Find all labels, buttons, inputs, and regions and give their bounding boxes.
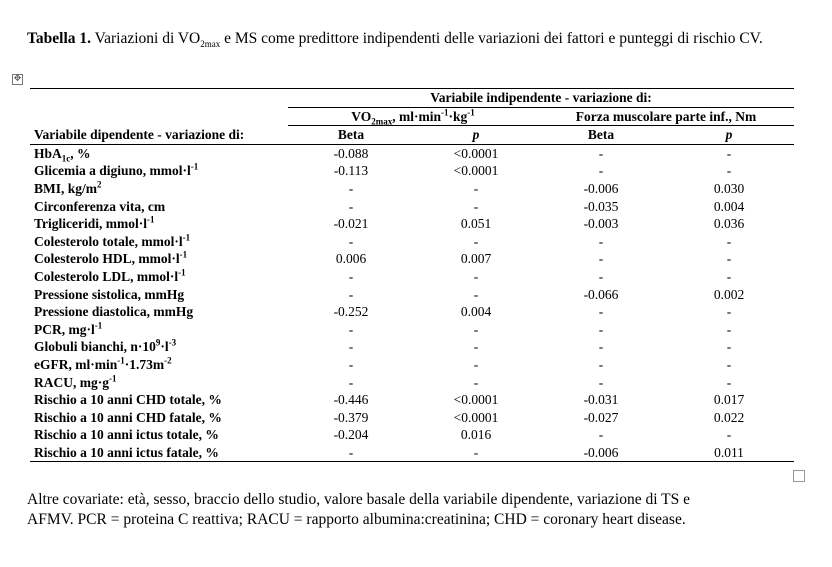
vo2-beta-header: Beta — [288, 126, 414, 145]
cell-vo-beta: 0.006 — [335, 251, 367, 267]
row-label: Colesterolo HDL, $mmol\cdot l^{-1}$ — [34, 249, 188, 267]
ms-header: Forza muscolare parte inf., Nm — [538, 107, 794, 126]
group-header: Variabile indipendente - variazione di: — [288, 89, 794, 107]
table-row — [30, 426, 794, 444]
table-row — [30, 444, 794, 462]
cell-vo-beta: - — [348, 268, 354, 284]
ms-p-header: p — [664, 126, 794, 145]
caption-text-after: e MS come predittore indipendenti delle variazioni dei fattori e punteggi di rischio CV. — [220, 30, 763, 47]
table-row — [30, 250, 794, 268]
caption-text-before: Variazioni di VO — [91, 30, 201, 47]
cell-ms-p: 0.017 — [713, 392, 745, 408]
cell-ms-p: - — [726, 339, 732, 355]
table-caption — [27, 29, 787, 48]
cell-vo-p: - — [414, 444, 538, 462]
table-row — [30, 162, 794, 180]
table-row — [30, 144, 794, 162]
cell-ms-beta: - — [598, 374, 604, 390]
cell-vo-beta: - — [348, 339, 354, 355]
row-label: PCR, $mg\cdot l^{-1}$ — [34, 320, 103, 337]
cell-vo-p: - — [473, 233, 479, 249]
cell-vo-p: <0.0001 — [453, 145, 499, 161]
row-label: Pressione diastolica, mmHg — [34, 304, 194, 320]
table-row — [30, 286, 794, 304]
table-row — [30, 409, 794, 427]
cell-vo-beta: - — [348, 374, 354, 390]
cell-vo-beta: - — [348, 180, 354, 196]
table-row — [30, 338, 794, 356]
row-label: Rischio a 10 anni CHD totale, % — [34, 392, 222, 408]
footnote-line-1: Altre covariate: età, sesso, braccio dello studio, valore basale della variabile dipendente, variazione di TS e — [27, 491, 690, 508]
cell-vo-beta: - — [348, 233, 354, 249]
cell-vo-p: - — [473, 339, 479, 355]
row-label: Rischio a 10 anni ictus totale, % — [34, 427, 219, 443]
cell-vo-p: - — [473, 321, 479, 337]
cell-vo-beta: -0.088 — [333, 145, 369, 161]
cell-ms-beta: -0.031 — [583, 392, 619, 408]
cell-vo-p: - — [473, 286, 479, 302]
table-row — [30, 268, 794, 286]
cell-vo-p: - — [473, 356, 479, 372]
vo2-p-header: p — [414, 126, 538, 145]
table-move-icon[interactable]: ✥ — [13, 74, 22, 84]
cell-ms-p: - — [726, 304, 732, 320]
cell-ms-beta: - — [598, 163, 604, 179]
table-row — [30, 356, 794, 374]
cell-vo-beta: -0.446 — [333, 392, 369, 408]
table-row — [30, 303, 794, 321]
cell-vo-beta: - — [348, 321, 354, 337]
cell-vo-p: - — [473, 374, 479, 390]
cell-vo-p: - — [473, 198, 479, 214]
table-row — [30, 321, 794, 339]
row-label: Colesterolo totale, $mmol\cdot l^{-1}$ — [34, 232, 191, 249]
row-label: Trigliceridi, $mmol\cdot l^{-1}$ — [34, 214, 155, 232]
row-label: Colesterolo LDL, $mmol\cdot l^{-1}$ — [34, 267, 186, 284]
cell-ms-p: - — [726, 145, 732, 161]
cell-ms-beta: -0.035 — [583, 198, 619, 214]
cell-ms-beta: - — [598, 251, 604, 267]
row-label: BMI, $kg/m^2$ — [34, 179, 102, 196]
table-row — [30, 391, 794, 409]
cell-ms-beta: - — [598, 321, 604, 337]
results-table — [30, 88, 794, 462]
row-label: Pressione sistolica, mmHg — [34, 286, 185, 302]
cell-ms-beta: - — [598, 356, 604, 372]
table-row — [30, 180, 794, 198]
cell-vo-beta: - — [348, 198, 354, 214]
cell-vo-beta: - — [348, 286, 354, 302]
cell-vo-p: 0.016 — [460, 427, 492, 443]
cell-vo-beta: -0.379 — [333, 409, 369, 425]
cell-ms-beta: - — [598, 427, 604, 443]
row-label: HbA$_{1c}$, % — [34, 145, 91, 164]
table-row — [30, 233, 794, 251]
cell-ms-p: - — [726, 251, 732, 267]
cell-vo-beta: - — [348, 356, 354, 372]
cell-ms-beta: -0.066 — [583, 286, 619, 302]
cell-ms-p: 0.002 — [713, 286, 745, 302]
cell-vo-p: <0.0001 — [453, 392, 499, 408]
cell-ms-p: - — [726, 268, 732, 284]
cell-ms-p: 0.011 — [664, 444, 794, 462]
ms-beta-header: Beta — [538, 126, 664, 145]
cell-ms-p: - — [726, 356, 732, 372]
cell-ms-p: 0.030 — [713, 180, 745, 196]
cell-ms-p: - — [726, 427, 732, 443]
cell-vo-p: <0.0001 — [453, 163, 499, 179]
row-label: Rischio a 10 anni ictus fatale, % — [30, 444, 288, 462]
cell-ms-beta: - — [598, 233, 604, 249]
table-row — [30, 198, 794, 216]
cell-vo-beta: -0.021 — [333, 216, 369, 232]
table-row — [30, 374, 794, 392]
cell-vo-p: <0.0001 — [453, 409, 499, 425]
cell-ms-beta: - — [598, 339, 604, 355]
row-label: Circonferenza vita, cm — [34, 198, 166, 214]
row-label: Rischio a 10 anni CHD fatale, % — [34, 409, 222, 425]
row-label: RACU, $mg\cdot g^{-1}$ — [34, 373, 117, 390]
caption-label: Tabella 1. — [27, 30, 92, 47]
cell-ms-beta: -0.006 — [538, 444, 664, 462]
cell-ms-p: 0.022 — [713, 409, 745, 425]
cell-vo-beta: - — [288, 444, 414, 462]
footnote-line-2: AFMV. PCR = proteina C reattiva; RACU = rapporto albumina:creatinina; CHD = coronary heart disease. — [27, 511, 686, 528]
row-label: Glicemia a digiuno, $mmol\cdot l^{-1}$ — [34, 161, 199, 179]
dependent-variable-header: Variabile dipendente - variazione di: — [30, 126, 288, 145]
caption-subscript: 2max — [200, 39, 221, 50]
cell-vo-p: - — [473, 268, 479, 284]
cell-vo-beta: -0.252 — [333, 304, 369, 320]
cell-ms-beta: -0.006 — [583, 180, 619, 196]
cell-vo-p: 0.007 — [460, 251, 492, 267]
vo2-header: $VO_{2max}$, $ml\cdot\min^{-1}\cdot kg^{-1}$ — [288, 107, 538, 126]
cell-ms-beta: - — [598, 145, 604, 161]
cell-ms-beta: - — [598, 268, 604, 284]
cell-ms-beta: -0.003 — [583, 216, 619, 232]
row-label: eGFR, $ml\cdot\min^{-1}\cdot 1.73m^{-2}$ — [34, 355, 172, 372]
table-row — [30, 215, 794, 233]
table-footnote — [27, 490, 797, 530]
cell-ms-p: - — [726, 374, 732, 390]
table-resize-icon[interactable] — [793, 470, 805, 482]
cell-ms-p: - — [726, 321, 732, 337]
cell-vo-beta: -0.204 — [333, 427, 369, 443]
cell-ms-p: - — [726, 163, 732, 179]
cell-ms-beta: -0.027 — [583, 409, 619, 425]
cell-ms-p: 0.036 — [713, 216, 745, 232]
cell-vo-beta: -0.113 — [333, 163, 369, 179]
row-label: Globuli bianchi, $n\cdot 10^9\cdot l^{-3}$ — [34, 337, 177, 355]
cell-vo-p: 0.004 — [460, 304, 492, 320]
cell-ms-beta: - — [598, 304, 604, 320]
cell-ms-p: - — [726, 233, 732, 249]
cell-vo-p: - — [473, 180, 479, 196]
cell-vo-p: 0.051 — [460, 216, 492, 232]
cell-ms-p: 0.004 — [713, 198, 745, 214]
